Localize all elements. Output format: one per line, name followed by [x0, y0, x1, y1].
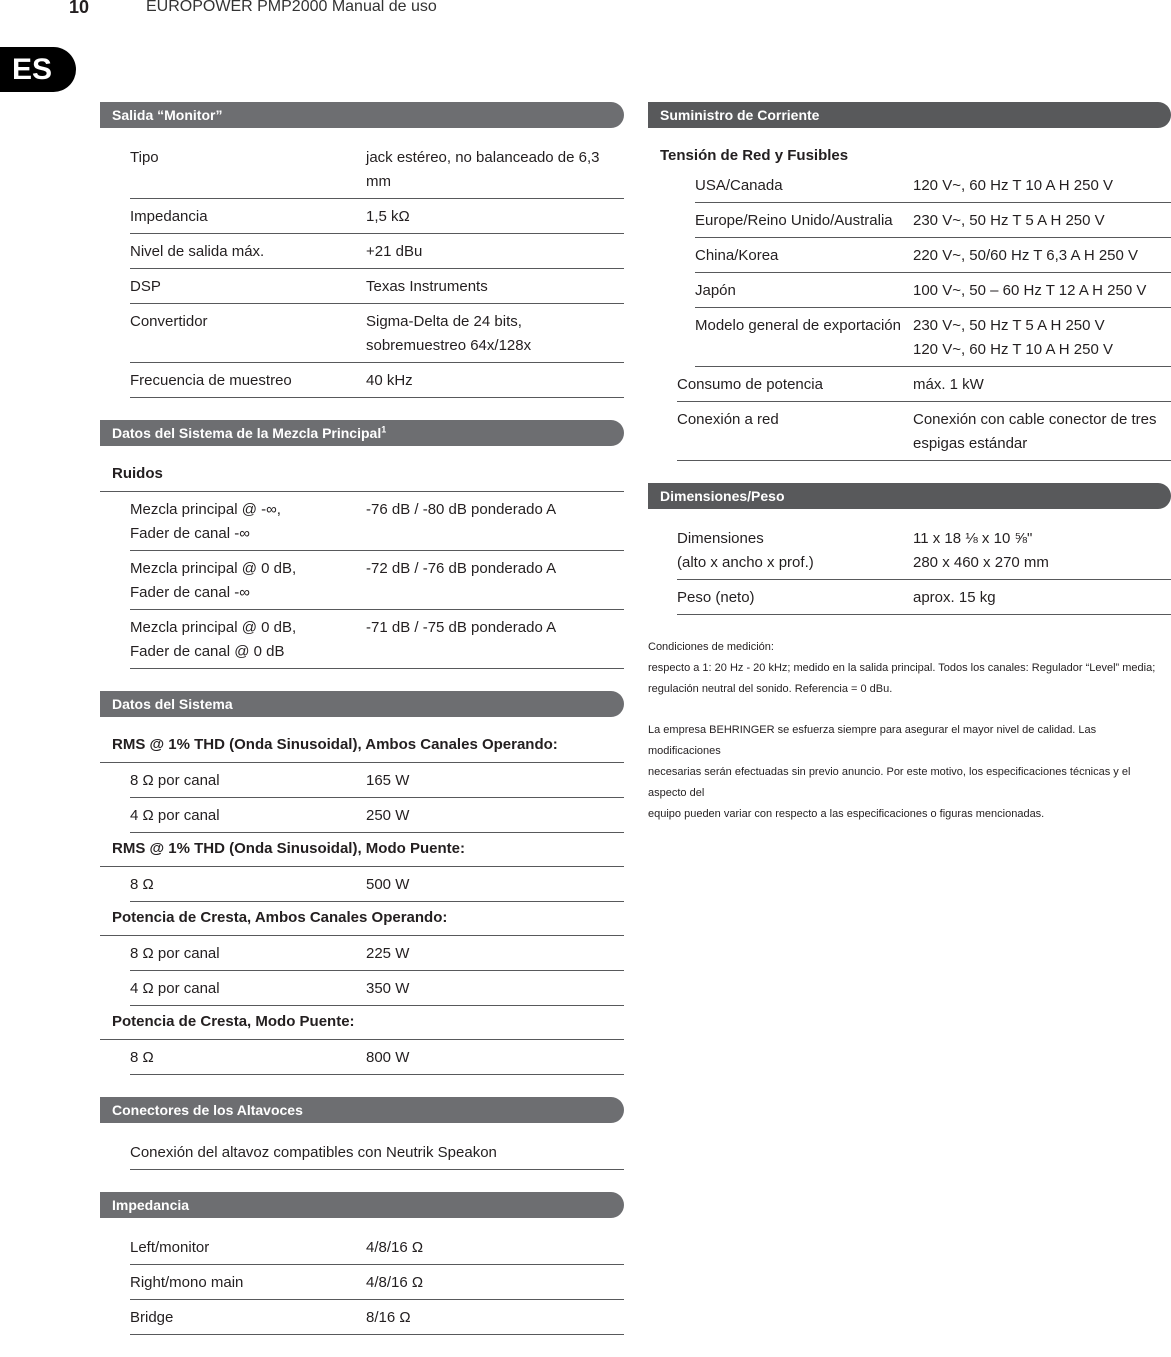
notes-heading: Condiciones de medición: — [648, 641, 774, 653]
spec-value: 40 kHz — [366, 372, 413, 389]
spec-label: 4 Ω por canal — [130, 980, 220, 997]
spec-row — [695, 308, 1171, 367]
subsection-title: Potencia de Cresta, Ambos Canales Operando: — [100, 902, 624, 936]
document-title: EUROPOWER PMP2000 Manual de uso — [146, 0, 437, 15]
spec-label: Nivel de salida máx. — [130, 243, 265, 260]
spec-label: 8 Ω por canal — [130, 945, 220, 962]
section-suministro — [648, 128, 1171, 483]
spec-value: 230 V~, 50 Hz T 5 A H 250 V — [913, 212, 1105, 229]
section-conectores — [100, 1123, 624, 1192]
page-number: 10 — [69, 0, 90, 17]
spec-label: Conexión a red — [677, 411, 779, 428]
spec-value: 11 x 18 ⅛ x 10 ⅝" 280 x 460 x 270 mm — [913, 530, 1049, 571]
spec-label: Impedancia — [130, 208, 208, 225]
spec-label: 8 Ω — [130, 1049, 154, 1066]
right-column — [648, 102, 1171, 825]
spec-label: Conexión del altavoz compatibles con Neutrik Speakon — [130, 1144, 497, 1161]
spec-row — [130, 269, 624, 304]
notes-line: regulación neutral del sonido. Referencia = 0 dBu. — [648, 683, 893, 695]
spec-row — [130, 936, 624, 971]
section-dimensiones — [648, 509, 1171, 627]
measurement-notes — [648, 627, 1171, 825]
spec-value: -72 dB / -76 dB ponderado A — [366, 560, 557, 577]
spec-value: -71 dB / -75 dB ponderado A — [366, 619, 557, 636]
spec-label: Peso (neto) — [677, 589, 755, 606]
spec-row — [130, 363, 624, 398]
spec-value: 225 W — [366, 945, 410, 962]
spec-value: 4/8/16 Ω — [366, 1239, 424, 1256]
spec-row — [130, 1300, 624, 1335]
spec-row — [695, 238, 1171, 273]
spec-row — [130, 304, 624, 363]
spec-row — [130, 610, 624, 669]
spec-value: 350 W — [366, 980, 410, 997]
spec-value: máx. 1 kW — [913, 376, 984, 393]
spec-value: 100 V~, 50 – 60 Hz T 12 A H 250 V — [913, 282, 1147, 299]
spec-row — [130, 1040, 624, 1075]
spec-value: 165 W — [366, 772, 410, 789]
spec-label: Tipo — [130, 149, 159, 166]
spec-value: +21 dBu — [366, 243, 423, 260]
spec-row — [130, 763, 624, 798]
spacer — [648, 700, 1171, 720]
spec-label: Dimensiones (alto x ancho x prof.) — [677, 530, 814, 571]
spec-label: Mezcla principal @ 0 dB, Fader de canal @ 0 dB — [130, 619, 297, 660]
subsection-title: Tensión de Red y Fusibles — [660, 147, 849, 164]
spec-label: Right/mono main — [130, 1274, 244, 1291]
spec-value: 120 V~, 60 Hz T 10 A H 250 V — [913, 177, 1114, 194]
subsection-title: Potencia de Cresta, Modo Puente: — [100, 1006, 624, 1040]
spec-value: 1,5 kΩ — [366, 208, 410, 225]
spec-label: 4 Ω por canal — [130, 807, 220, 824]
spec-row — [130, 234, 624, 269]
spec-value: 500 W — [366, 876, 410, 893]
spec-value: 800 W — [366, 1049, 410, 1066]
spec-label: 8 Ω — [130, 876, 154, 893]
spec-value: aprox. 15 kg — [913, 589, 996, 606]
spec-row — [130, 140, 624, 199]
spec-value: -76 dB / -80 dB ponderado A — [366, 501, 557, 518]
spec-label: DSP — [130, 278, 161, 295]
spec-label: Mezcla principal @ 0 dB, Fader de canal -∞ — [130, 560, 297, 601]
spec-value: 250 W — [366, 807, 410, 824]
spec-value: Conexión con cable conector de tres espigas estándar — [913, 411, 1157, 452]
spec-label: Frecuencia de muestreo — [130, 372, 292, 389]
subsection-title: RMS @ 1% THD (Onda Sinusoidal), Modo Puente: — [100, 833, 624, 867]
section-salida-monitor — [100, 128, 624, 420]
spec-value: 230 V~, 50 Hz T 5 A H 250 V 120 V~, 60 Hz T 10 A H 250 V — [913, 317, 1114, 358]
spec-value: 8/16 Ω — [366, 1309, 411, 1326]
spec-label: Europe/Reino Unido/Australia — [695, 212, 893, 229]
section-header-dimensiones: Dimensiones/Peso — [648, 483, 1171, 509]
spec-label: USA/Canada — [695, 177, 783, 194]
spec-row — [130, 971, 624, 1006]
spec-row — [130, 551, 624, 610]
section-header-mezcla-principal — [100, 420, 624, 446]
spec-label: Japón — [695, 282, 736, 299]
spec-row — [695, 203, 1171, 238]
section-datos-sistema — [100, 717, 624, 1097]
section-impedancia — [100, 1218, 624, 1357]
section-header-suministro: Suministro de Corriente — [648, 102, 1171, 128]
spec-value: 4/8/16 Ω — [366, 1274, 424, 1291]
spec-row — [677, 367, 1171, 402]
spec-value: 220 V~, 50/60 Hz T 6,3 A H 250 V — [913, 247, 1139, 264]
disclaimer-line: equipo pueden variar con respecto a las especificaciones o figuras mencionadas. — [648, 808, 1045, 820]
section-mezcla-principal — [100, 446, 624, 691]
spec-label: Left/monitor — [130, 1239, 210, 1256]
spec-label: Mezcla principal @ -∞, Fader de canal -∞ — [130, 501, 281, 542]
section-header-conectores: Conectores de los Altavoces — [100, 1097, 624, 1123]
spec-row — [130, 1265, 624, 1300]
spec-row — [677, 580, 1171, 615]
spec-value: Texas Instruments — [366, 278, 488, 295]
spec-row — [677, 402, 1171, 461]
footnote-marker: 1 — [381, 424, 387, 435]
spec-label: 8 Ω por canal — [130, 772, 220, 789]
spec-row — [695, 168, 1171, 203]
section-header-datos-sistema: Datos del Sistema — [100, 691, 624, 717]
left-column — [100, 102, 624, 1357]
spec-row — [695, 273, 1171, 308]
language-tab: ES — [0, 47, 76, 92]
spec-row — [130, 867, 624, 902]
disclaimer-line: La empresa BEHRINGER se esfuerza siempre para asegurar el mayor nivel de calidad. Las modificaciones — [648, 724, 1097, 757]
spec-label: Convertidor — [130, 313, 208, 330]
spec-label: Modelo general de exportación — [695, 317, 901, 334]
spec-row — [130, 492, 624, 551]
spec-value: jack estéreo, no balanceado de 6,3 mm — [366, 149, 600, 190]
spec-value: Sigma-Delta de 24 bits, sobremuestreo 64x/128x — [366, 313, 532, 354]
subsection-title: RMS @ 1% THD (Onda Sinusoidal), Ambos Canales Operando: — [100, 729, 624, 763]
spec-label: China/Korea — [695, 247, 779, 264]
section-header-impedancia: Impedancia — [100, 1192, 624, 1218]
spec-label: Consumo de potencia — [677, 376, 823, 393]
subsection-title: Ruidos — [100, 458, 624, 492]
spec-label: Bridge — [130, 1309, 174, 1326]
spec-row — [130, 798, 624, 833]
notes-line: respecto a 1: 20 Hz - 20 kHz; medido en la salida principal. Todos los canales: Regulador “Level” media; — [648, 662, 1156, 674]
spec-row — [130, 1135, 624, 1170]
spec-row — [677, 521, 1171, 580]
section-header-salida-monitor: Salida “Monitor” — [100, 102, 624, 128]
spec-row — [130, 1230, 624, 1265]
spec-row — [130, 199, 624, 234]
section-title: Datos del Sistema de la Mezcla Principal — [112, 425, 382, 441]
disclaimer-line: necesarias serán efectuadas sin previo anuncio. Por este motivo, los especificaciones técnicas y el aspecto del — [648, 766, 1131, 799]
